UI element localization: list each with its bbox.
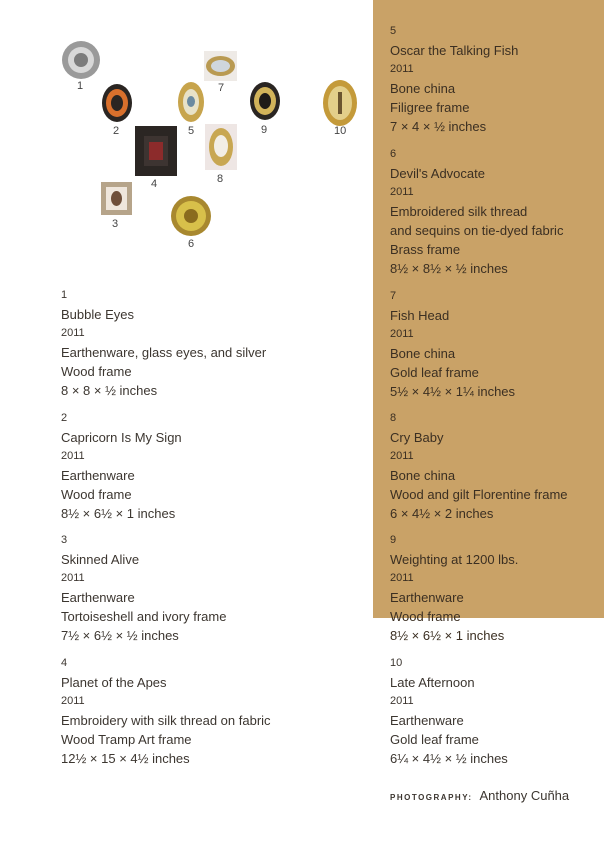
entry-number: 5 — [390, 25, 397, 37]
entry-detail: and sequins on tie-dyed fabric — [390, 223, 564, 238]
entry-detail: Tortoiseshell and ivory frame — [61, 609, 227, 624]
thumbnail-label: 4 — [151, 178, 158, 190]
thumbnail-5 — [178, 82, 204, 122]
entry-number: 9 — [390, 534, 397, 546]
credit-name: Anthony Cuñha — [479, 788, 570, 803]
entry-detail: Wood and gilt Florentine frame — [390, 487, 568, 502]
entry-title: Oscar the Talking Fish — [390, 43, 519, 58]
thumbnail-label: 10 — [334, 125, 347, 137]
artwork-entry — [390, 22, 518, 136]
thumbnail-9 — [250, 82, 280, 120]
entry-detail: Earthenware — [61, 590, 135, 605]
entry-number: 8 — [390, 412, 397, 424]
thumbnail-label: 2 — [113, 125, 120, 137]
entry-year: 2011 — [390, 572, 414, 584]
entry-year: 2011 — [390, 695, 414, 707]
entry-number: 7 — [390, 290, 397, 302]
thumbnail-label: 7 — [218, 82, 225, 94]
entry-year: 2011 — [61, 450, 85, 462]
thumbnail-label: 9 — [261, 124, 268, 136]
entry-detail: 8½ × 6½ × 1 inches — [61, 506, 176, 521]
entry-detail: 8 × 8 × ½ inches — [61, 383, 158, 398]
entry-number: 10 — [390, 657, 403, 669]
entry-title: Fish Head — [390, 308, 450, 323]
artwork-entry — [61, 654, 271, 768]
entry-detail: 7 × 4 × ½ inches — [390, 119, 487, 134]
thumbnail-6 — [171, 196, 211, 236]
thumbnail-10 — [323, 80, 357, 126]
artwork-entry — [390, 654, 508, 768]
thumbnail-label: 8 — [217, 173, 224, 185]
entry-detail: Wood Tramp Art frame — [61, 732, 192, 747]
entry-title: Planet of the Apes — [61, 675, 167, 690]
thumbnail-2 — [102, 84, 132, 122]
entry-year: 2011 — [390, 450, 414, 462]
entry-title: Devil's Advocate — [390, 166, 485, 181]
thumbnail-4 — [135, 126, 177, 176]
entry-detail: Wood frame — [390, 609, 461, 624]
artwork-entry — [61, 286, 266, 400]
artwork-entry — [390, 287, 515, 401]
entry-number: 1 — [61, 289, 68, 301]
entry-detail: Earthenware — [390, 713, 464, 728]
entry-detail: Earthenware — [390, 590, 464, 605]
entry-number: 3 — [61, 534, 68, 546]
thumbnail-label: 5 — [188, 125, 195, 137]
artwork-entry — [390, 145, 563, 278]
thumbnail-7 — [204, 51, 237, 81]
artwork-entry — [390, 409, 568, 523]
entry-detail: Brass frame — [390, 242, 461, 257]
entry-detail: 6 × 4½ × 2 inches — [390, 506, 494, 521]
entry-year: 2011 — [61, 695, 85, 707]
entry-detail: Embroidery with silk thread on fabric — [61, 713, 271, 728]
entry-detail: 12½ × 15 × 4½ inches — [61, 751, 190, 766]
thumbnail-8 — [205, 124, 237, 170]
entry-detail: 8½ × 6½ × 1 inches — [390, 628, 505, 643]
thumbnail-1 — [62, 41, 100, 79]
entry-detail: Gold leaf frame — [390, 365, 479, 380]
entry-detail: Gold leaf frame — [390, 732, 479, 747]
artwork-entry — [390, 531, 518, 645]
entry-title: Weighting at 1200 lbs. — [390, 552, 519, 567]
entry-year: 2011 — [61, 327, 85, 339]
entry-detail: Embroidered silk thread — [390, 204, 528, 219]
entry-year: 2011 — [390, 63, 414, 75]
entry-detail: 7½ × 6½ × ½ inches — [61, 628, 179, 643]
entry-title: Cry Baby — [390, 430, 444, 445]
thumbnail-label: 1 — [77, 80, 84, 92]
entry-detail: Earthenware — [61, 468, 135, 483]
entry-title: Late Afternoon — [390, 675, 475, 690]
entry-number: 2 — [61, 412, 68, 424]
entry-detail: 5½ × 4½ × 1¼ inches — [390, 384, 516, 399]
entry-title: Capricorn Is My Sign — [61, 430, 182, 445]
credit-caption: PHOTOGRAPHY: — [390, 793, 473, 802]
artwork-entry — [61, 531, 226, 645]
entry-detail: Bone china — [390, 81, 456, 96]
entry-title: Bubble Eyes — [61, 307, 134, 322]
entry-year: 2011 — [390, 186, 414, 198]
entry-number: 4 — [61, 657, 68, 669]
entry-year: 2011 — [61, 572, 85, 584]
entry-detail: Bone china — [390, 346, 456, 361]
entry-year: 2011 — [390, 328, 414, 340]
artwork-entry — [61, 409, 182, 523]
photography-credit — [390, 788, 569, 803]
thumbnail-label: 3 — [112, 218, 119, 230]
entry-number: 6 — [390, 148, 397, 160]
thumbnail-3 — [101, 182, 132, 215]
entry-detail: 8½ × 8½ × ½ inches — [390, 261, 508, 276]
thumbnail-label: 6 — [188, 238, 195, 250]
entry-detail: Earthenware, glass eyes, and silver — [61, 345, 267, 360]
entry-detail: Filigree frame — [390, 100, 470, 115]
entry-detail: Bone china — [390, 468, 456, 483]
entry-detail: 6¼ × 4½ × ½ inches — [390, 751, 508, 766]
entry-detail: Wood frame — [61, 364, 132, 379]
entry-detail: Wood frame — [61, 487, 132, 502]
entry-title: Skinned Alive — [61, 552, 140, 567]
